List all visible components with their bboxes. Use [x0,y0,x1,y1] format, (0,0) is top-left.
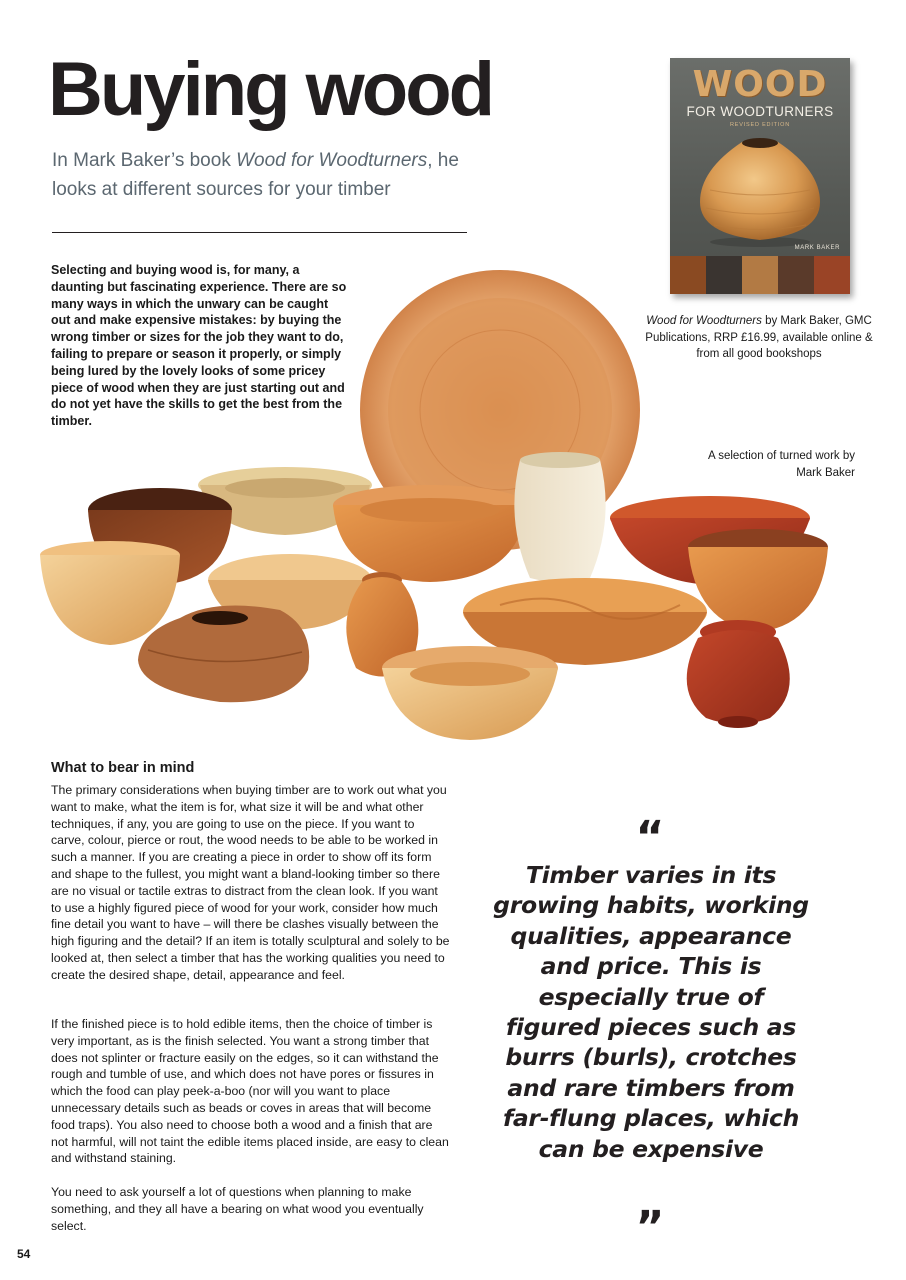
open-quote-mark: “ [635,812,665,863]
pull-quote: Timber varies in its growing habits, working qualities, appearance and price. This is especially true of figured pieces such as burrs (burls), crotches and rare timbers from far-flung places, which can be expensive [493,861,809,1163]
pale-vase [514,452,605,582]
front-bowl [382,646,558,740]
body-paragraph: The primary considerations when buying timber are to work out what you want to make, what the item is for, what size it will be and what other techniques, if any, you are going to use on the piece. If you want to carve, colour, pierce or rout, the wood needs to be able to be worked in such a manner. If you are creating a piece in order to show off its form and shape to the fullest, you might want a bland-looking timber so there are no visual or tactile extras to distract from the clean look. If you want to use a highly figured piece of wood for your work, consider how much fine detail you want to have – will there be clashes visually between the high figuring and the detail? If an item is totally sculptural and solely to be looked at, then select a timber that has the working qualities you need to create the desired shape, detail, appearance and feel. [51,783,450,982]
orange-bowl-center [333,485,527,582]
turned-bowls-photo [30,260,890,760]
red-lidded-box [687,620,790,728]
book-cover-vase-illustration [680,130,840,250]
body-paragraph: If the finished piece is to hold edible items, then the choice of timber is very important, as is the finish selected. You want a strong timber that does not splinter or fracture easily on the edges, so it can withstand the rough and tumble of use, and which does not have pores or fissures in which the food can play peek-a-boo (nor will you want to place unnecessary details such as beads or coves in areas that will become food traps). You also need to choose both a wood and a finish that are not harmful, will not taint the edible items placed inside, are easy to clean and withstand staining. [51,1017,449,1166]
photo-caption: A selection of turned work by Mark Baker [707,450,855,479]
subtitle-lead: In Mark Baker’s book [52,150,237,171]
section-heading: What to bear in mind [51,760,195,776]
book-cover-edition: REVISED EDITION [730,122,790,128]
book-caption-title: Wood for Woodturners [646,315,762,327]
page-title: Buying wood [48,47,493,132]
header-divider [52,232,467,233]
page-number: 54 [17,1247,31,1261]
close-quote-mark: ” [635,1202,665,1253]
page-subtitle [52,146,472,204]
body-paragraph: You need to ask yourself a lot of questions when planning to make something, and they all have a bearing on what wood you eventually select. [51,1185,424,1233]
intro-paragraph: Selecting and buying wood is, for many, a daunting but fascinating experience. There are so many ways in which the unwary can be caught out and make expensive mistakes: by buying the wrong timber or sizes for the job they want to do, failing to prepare or season it properly, or simply being lured by the lovely looks of some pricey piece of wood when they are just starting out and do not yet have the skills to get the best from the timber. [51,263,347,429]
book-cover-subtitle: FOR WOODTURNERS [686,104,834,119]
hollow-form [138,606,309,703]
burl-bowl-right [688,529,828,632]
book-cover-title: WOOD [692,64,828,105]
book-cover-image [670,58,850,294]
subtitle-tail: , he looks at different sources for your timber [52,150,459,200]
subtitle-book-title: Wood for Woodturners [236,150,428,171]
book-cover-author: MARK BAKER [794,245,840,251]
book-caption-details: by Mark Baker, GMC Publications, RRP £16.99, available online & from all good bookshops [645,315,873,360]
